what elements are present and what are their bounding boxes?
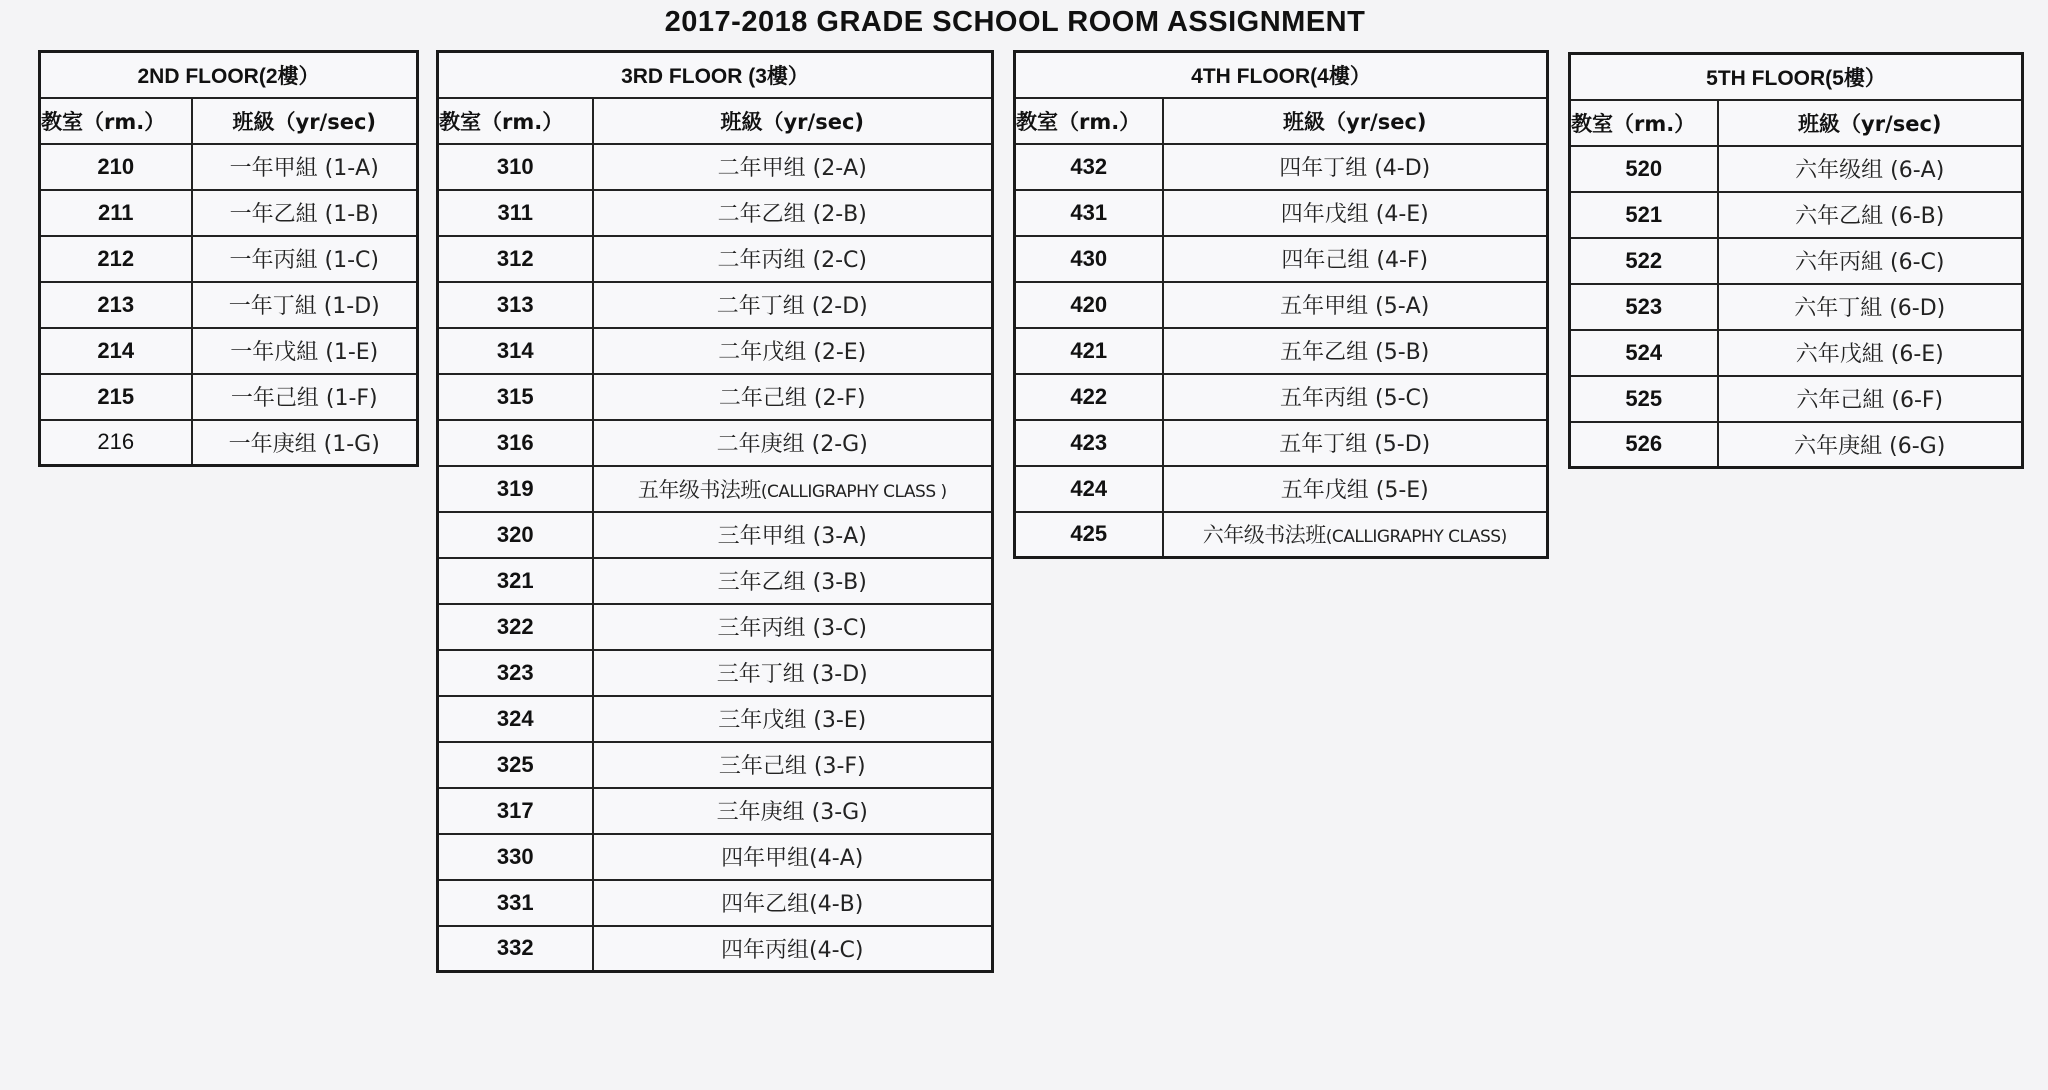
class-name [593, 466, 993, 512]
column-header-class: 班級（yr/sec) [1718, 100, 2023, 146]
room-number: 331 [438, 880, 593, 926]
room-number: 332 [438, 926, 593, 972]
class-name: 一年甲組 (1-A) [192, 144, 418, 190]
room-number: 525 [1570, 376, 1718, 422]
class-name: 六年丁組 (6-D) [1718, 284, 2023, 330]
class-name: 二年乙组 (2-B) [593, 190, 993, 236]
room-number: 316 [438, 420, 593, 466]
room-number: 432 [1015, 144, 1163, 190]
class-name: 一年丙組 (1-C) [192, 236, 418, 282]
table-row [438, 788, 993, 834]
class-name-en: (CALLIGRAPHY CLASS) [1325, 527, 1507, 548]
class-name: 一年戊組 (1-E) [192, 328, 418, 374]
room-number: 214 [40, 328, 192, 374]
floor-table-2nd [38, 50, 419, 467]
table-row [1570, 192, 2023, 238]
table-row [1015, 328, 1548, 374]
table-row [438, 420, 993, 466]
class-name: 二年甲组 (2-A) [593, 144, 993, 190]
room-number: 522 [1570, 238, 1718, 284]
room-number: 325 [438, 742, 593, 788]
room-number: 320 [438, 512, 593, 558]
class-name-en: (CALLIGRAPHY CLASS ) [760, 481, 947, 502]
room-number: 215 [40, 374, 192, 420]
class-name: 二年丙组 (2-C) [593, 236, 993, 282]
class-name: 二年戊组 (2-E) [593, 328, 993, 374]
floor-table-3rd [436, 50, 994, 973]
table-row [438, 650, 993, 696]
room-number: 323 [438, 650, 593, 696]
class-name: 一年乙組 (1-B) [192, 190, 418, 236]
column-header-class: 班級（yr/sec) [593, 98, 993, 144]
room-number: 312 [438, 236, 593, 282]
column-header-room: 教室（rm.） [1015, 98, 1163, 144]
column-header-class: 班級（yr/sec) [192, 98, 418, 144]
table-row [1015, 466, 1548, 512]
class-name: 四年丙组(4-C) [593, 926, 993, 972]
room-number: 317 [438, 788, 593, 834]
class-name: 五年乙组 (5-B) [1163, 328, 1548, 374]
table-row [1015, 282, 1548, 328]
class-name: 五年丙组 (5-C) [1163, 374, 1548, 420]
room-number: 520 [1570, 146, 1718, 192]
table-row [438, 282, 993, 328]
table-row [438, 696, 993, 742]
room-number: 526 [1570, 422, 1718, 468]
class-name [1163, 512, 1548, 558]
floor-heading: 4TH FLOOR(4樓） [1015, 52, 1548, 98]
room-number: 321 [438, 558, 593, 604]
class-name: 六年戊組 (6-E) [1718, 330, 2023, 376]
table-row [438, 926, 993, 972]
room-number: 216 [40, 420, 192, 466]
column-header-room: 教室（rm.） [40, 98, 192, 144]
table-row [438, 190, 993, 236]
table-row [1570, 284, 2023, 330]
room-number: 423 [1015, 420, 1163, 466]
class-name: 六年级组 (6-A) [1718, 146, 2023, 192]
class-name: 二年己组 (2-F) [593, 374, 993, 420]
table-row [438, 512, 993, 558]
table-row [1570, 146, 2023, 192]
table-row [438, 466, 993, 512]
table-row [438, 328, 993, 374]
class-name: 六年乙組 (6-B) [1718, 192, 2023, 238]
table-row [1015, 512, 1548, 558]
room-number: 213 [40, 282, 192, 328]
room-number: 313 [438, 282, 593, 328]
table-row [1015, 420, 1548, 466]
table-row [438, 604, 993, 650]
class-name: 四年己组 (4-F) [1163, 236, 1548, 282]
page-title: 2017-2018 GRADE SCHOOL ROOM ASSIGNMENT [664, 6, 1366, 38]
column-header-room: 教室（rm.） [438, 98, 593, 144]
class-name: 三年庚组 (3-G) [593, 788, 993, 834]
class-name: 三年丁组 (3-D) [593, 650, 993, 696]
room-number: 421 [1015, 328, 1163, 374]
room-number: 524 [1570, 330, 1718, 376]
column-header-room: 教室（rm.） [1570, 100, 1718, 146]
table-row [1015, 190, 1548, 236]
room-number: 420 [1015, 282, 1163, 328]
room-number: 315 [438, 374, 593, 420]
room-number: 324 [438, 696, 593, 742]
table-row [1570, 422, 2023, 468]
class-name: 一年庚组 (1-G) [192, 420, 418, 466]
table-row [40, 236, 418, 282]
class-name: 四年甲组(4-A) [593, 834, 993, 880]
room-number: 310 [438, 144, 593, 190]
room-number: 425 [1015, 512, 1163, 558]
room-number: 521 [1570, 192, 1718, 238]
floor-heading: 2ND FLOOR(2樓） [40, 52, 418, 98]
class-name: 二年庚组 (2-G) [593, 420, 993, 466]
class-name: 三年甲组 (3-A) [593, 512, 993, 558]
table-row [1015, 236, 1548, 282]
class-name: 三年丙组 (3-C) [593, 604, 993, 650]
table-row [438, 834, 993, 880]
room-number: 424 [1015, 466, 1163, 512]
floor-table-5th [1568, 52, 2024, 469]
table-row [1570, 330, 2023, 376]
floor-table-4th [1013, 50, 1549, 559]
class-name: 四年丁组 (4-D) [1163, 144, 1548, 190]
table-row [40, 420, 418, 466]
class-name: 四年戊组 (4-E) [1163, 190, 1548, 236]
table-row [40, 374, 418, 420]
column-header-class: 班級（yr/sec) [1163, 98, 1548, 144]
class-name: 一年丁組 (1-D) [192, 282, 418, 328]
table-row [1570, 238, 2023, 284]
table-row [1015, 374, 1548, 420]
class-name: 三年戊组 (3-E) [593, 696, 993, 742]
table-row [438, 374, 993, 420]
class-name: 六年丙組 (6-C) [1718, 238, 2023, 284]
class-name-zh: 五年级书法班 [637, 477, 761, 502]
class-name: 五年丁组 (5-D) [1163, 420, 1548, 466]
room-number: 314 [438, 328, 593, 374]
table-row [438, 558, 993, 604]
room-number: 422 [1015, 374, 1163, 420]
class-name: 二年丁组 (2-D) [593, 282, 993, 328]
room-number: 211 [40, 190, 192, 236]
table-row [40, 190, 418, 236]
class-name: 一年己组 (1-F) [192, 374, 418, 420]
room-number: 330 [438, 834, 593, 880]
room-number: 523 [1570, 284, 1718, 330]
floor-heading: 5TH FLOOR(5樓） [1570, 54, 2023, 100]
class-name: 四年乙组(4-B) [593, 880, 993, 926]
table-row [1570, 376, 2023, 422]
table-row [1015, 144, 1548, 190]
class-name: 三年己组 (3-F) [593, 742, 993, 788]
table-row [438, 880, 993, 926]
class-name: 六年庚組 (6-G) [1718, 422, 2023, 468]
table-row [438, 742, 993, 788]
table-row [438, 236, 993, 282]
class-name: 三年乙组 (3-B) [593, 558, 993, 604]
class-name: 五年戊组 (5-E) [1163, 466, 1548, 512]
table-row [40, 282, 418, 328]
room-number: 430 [1015, 236, 1163, 282]
table-row [40, 328, 418, 374]
class-name: 六年己組 (6-F) [1718, 376, 2023, 422]
class-name: 五年甲组 (5-A) [1163, 282, 1548, 328]
room-number: 210 [40, 144, 192, 190]
class-name-zh: 六年级书法班 [1202, 523, 1326, 548]
room-number: 311 [438, 190, 593, 236]
table-row [438, 144, 993, 190]
floor-heading: 3RD FLOOR (3樓） [438, 52, 993, 98]
room-number: 319 [438, 466, 593, 512]
room-number: 212 [40, 236, 192, 282]
table-row [40, 144, 418, 190]
room-number: 431 [1015, 190, 1163, 236]
room-number: 322 [438, 604, 593, 650]
